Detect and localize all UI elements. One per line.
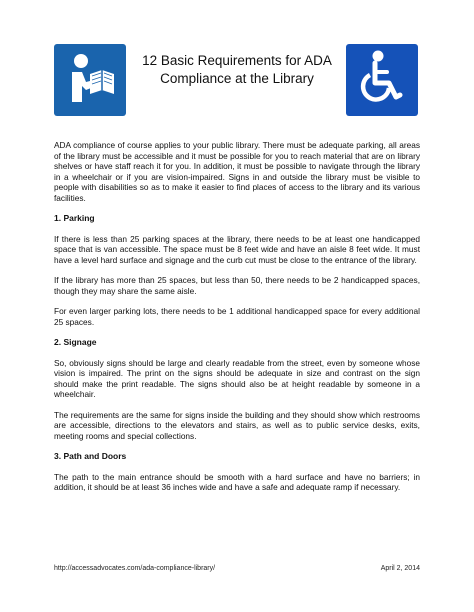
library-reader-icon	[54, 44, 126, 116]
signage-paragraph-1: So, obviously signs should be large and clearly readable from the street, even by someone whose vision is impaired. The print on the signs should be adequate in size and contrast on the sign should make the print readable. The signs should also be at height readable by someone in a wheelchair.	[54, 357, 420, 399]
parking-paragraph-3: For even larger parking lots, there needs to be 1 additional handicapped space for every additional 25 spaces.	[54, 306, 420, 327]
footer-date: April 2, 2014	[380, 565, 420, 572]
title-line-1: 12 Basic Requirements for ADA	[142, 53, 332, 68]
document-body	[54, 140, 420, 503]
section-heading-path-doors: 3. Path and Doors	[54, 451, 127, 461]
signage-paragraph-2: The requirements are the same for signs inside the building and they should show which restrooms are accessible, directions to the elevators and stairs, as well as to public service desks, exits, meeting rooms and special collections.	[54, 409, 420, 441]
parking-paragraph-1: If there is less than 25 parking spaces at the library, there needs to be at least one handicapped space that is van accessible. The space must be 8 feet wide and have an aisle 8 feet wide. It must have a level hard surface and signage and the curb cut must be close to the entrance of the library.	[54, 233, 420, 265]
parking-paragraph-2: If the library has more than 25 spaces, but less than 50, there needs to be 2 handicapped spaces, though they may share the same aisle.	[54, 275, 420, 296]
wheelchair-icon	[346, 44, 418, 116]
section-heading-signage: 2. Signage	[54, 337, 97, 347]
title-line-2: Compliance at the Library	[160, 71, 314, 86]
document-title	[130, 52, 344, 88]
page-footer	[54, 565, 420, 572]
footer-url: http://accessadvocates.com/ada-compliance-library/	[54, 565, 216, 572]
path-doors-paragraph-1: The path to the main entrance should be smooth with a hard surface and have no barriers; in addition, it should be at least 36 inches wide and have a safe and adequate ramp if necessary.	[54, 471, 420, 492]
section-heading-parking: 1. Parking	[54, 213, 95, 223]
intro-paragraph: ADA compliance of course applies to your public library. There must be adequate parking, all areas of the library must be accessible and it must be possible for you to reach material that are on library shelves or have staff reach it for you. In addition, it must be possible to navigate through the library in a wheelchair or if you are vision-impaired. Signs in and outside the library must be visible to people with disabilities so as to make it easier to find places of access to the library and its various facilities.	[54, 140, 420, 203]
